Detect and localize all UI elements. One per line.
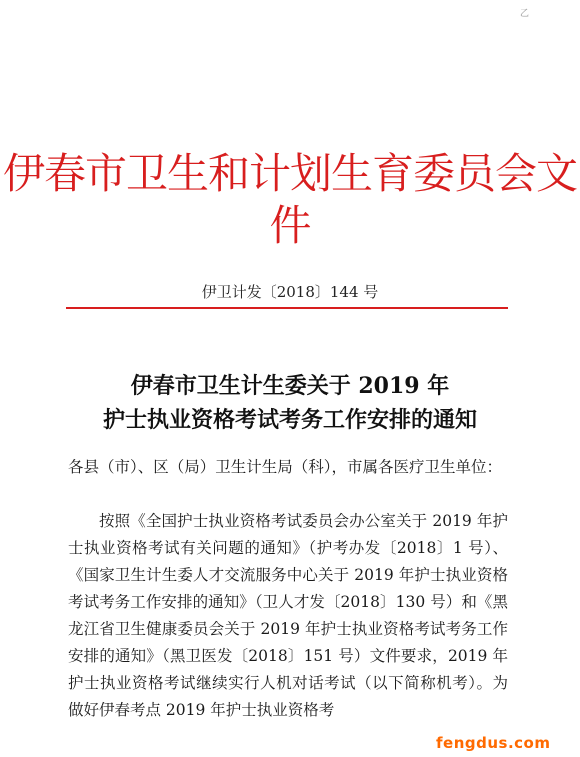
corner-mark: 乙 xyxy=(520,9,530,19)
subject-title-line2: 护士执业资格考试考务工作安排的通知 xyxy=(102,407,477,433)
body-paragraph: 按照《全国护士执业资格考试委员会办公室关于 2019 年护士执业资格考试有关问题的通知》（护考办发〔2018〕1 号）、《国家卫生计生委人才交流服务中心关于 2019 年护士执业资格考试考务工作安排的通知》（卫人才发〔2018〕130 号）和《黑龙江省卫生健康委员会关于 2019 年护士执业资格考试考务工作安排的通知》（黑卫医发〔2018〕151 号）文件要求，2019 年护士执业资格考试继续实行人机对话考试（以下简称机考）。为做好伊春考点 2019 年护士执业资格考 xyxy=(68,512,508,719)
site-watermark: fengdus.com xyxy=(436,734,551,752)
document-number: 伊卫计发〔2018〕144 号 xyxy=(201,283,379,301)
salutation: 各县（市）、区（局）卫生计生局（科），市属各医疗卫生单位： xyxy=(68,458,503,476)
subject-title-line1: 伊春市卫生计生委关于 2019 年 xyxy=(130,373,450,399)
red-divider-line xyxy=(66,307,508,309)
agency-title: 伊春市卫生和计划生育委员会文件 xyxy=(2,149,577,250)
